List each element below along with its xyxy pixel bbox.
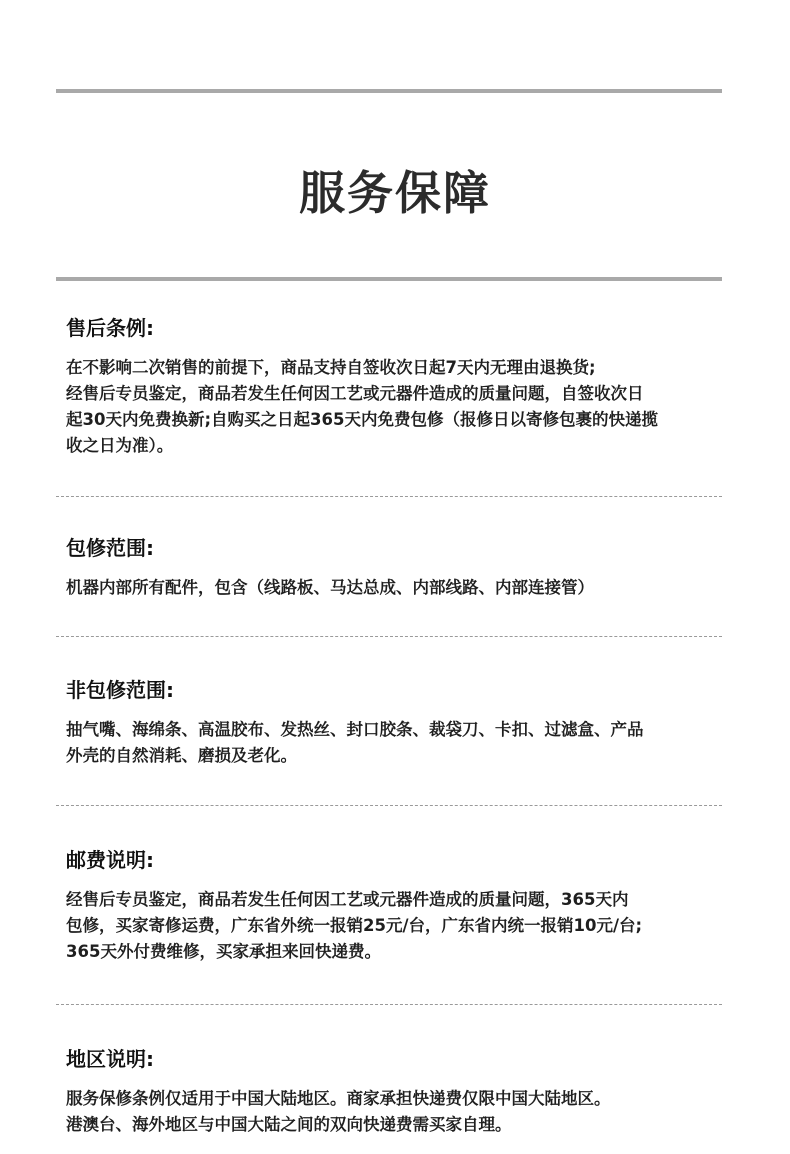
body-line: 抽气嘴、海绵条、高温胶布、发热丝、封口胶条、裁袋刀、卡扣、过滤盒、产品 (66, 720, 644, 739)
title-top-divider (56, 89, 722, 93)
section-divider (56, 496, 722, 497)
body-line: 在不影响二次销售的前提下，商品支持自签收次日起7天内无理由退换货; (66, 358, 596, 377)
body-line: 经售后专员鉴定，商品若发生任何因工艺或元器件造成的质量问题，自签收次日 (66, 384, 644, 403)
section-divider (56, 1004, 722, 1005)
body-line: 365天外付费维修，买家承担来回快递费。 (66, 942, 381, 961)
section-warranty-scope (66, 533, 728, 601)
body-line: 机器内部所有配件，包含（线路板、马达总成、内部线路、内部连接管） (66, 578, 594, 597)
body-line: 港澳台、海外地区与中国大陆之间的双向快递费需买家自理。 (66, 1115, 512, 1134)
title-bottom-divider (56, 277, 722, 281)
body-line: 收之日为准）。 (66, 436, 174, 455)
section-divider (56, 636, 722, 637)
section-region-notes (66, 1044, 728, 1138)
body-line: 经售后专员鉴定，商品若发生任何因工艺或元器件造成的质量问题，365天内 (66, 890, 629, 909)
page-title: 服务保障 (299, 166, 491, 220)
section-heading: 地区说明: (66, 1047, 154, 1071)
section-after-sales-terms (66, 313, 728, 459)
section-body (66, 355, 728, 459)
section-body (66, 1086, 728, 1138)
section-heading: 包修范围: (66, 536, 154, 560)
section-heading: 非包修范围: (66, 678, 174, 702)
body-line: 外壳的自然消耗、磨损及老化。 (66, 746, 297, 765)
body-line: 服务保修条例仅适用于中国大陆地区。商家承担快递费仅限中国大陆地区。 (66, 1089, 611, 1108)
body-line: 起30天内免费换新;自购买之日起365天内免费包修（报修日以寄修包裹的快递揽 (66, 410, 659, 429)
section-heading: 邮费说明: (66, 848, 154, 872)
body-line: 包修，买家寄修运费，广东省外统一报销25元/台，广东省内统一报销10元/台; (66, 916, 643, 935)
section-heading: 售后条例: (66, 316, 154, 340)
section-non-warranty-scope (66, 675, 728, 769)
section-body (66, 887, 728, 965)
section-body (66, 717, 728, 769)
section-shipping-fees (66, 845, 728, 965)
section-body (66, 575, 728, 601)
section-divider (56, 805, 722, 806)
